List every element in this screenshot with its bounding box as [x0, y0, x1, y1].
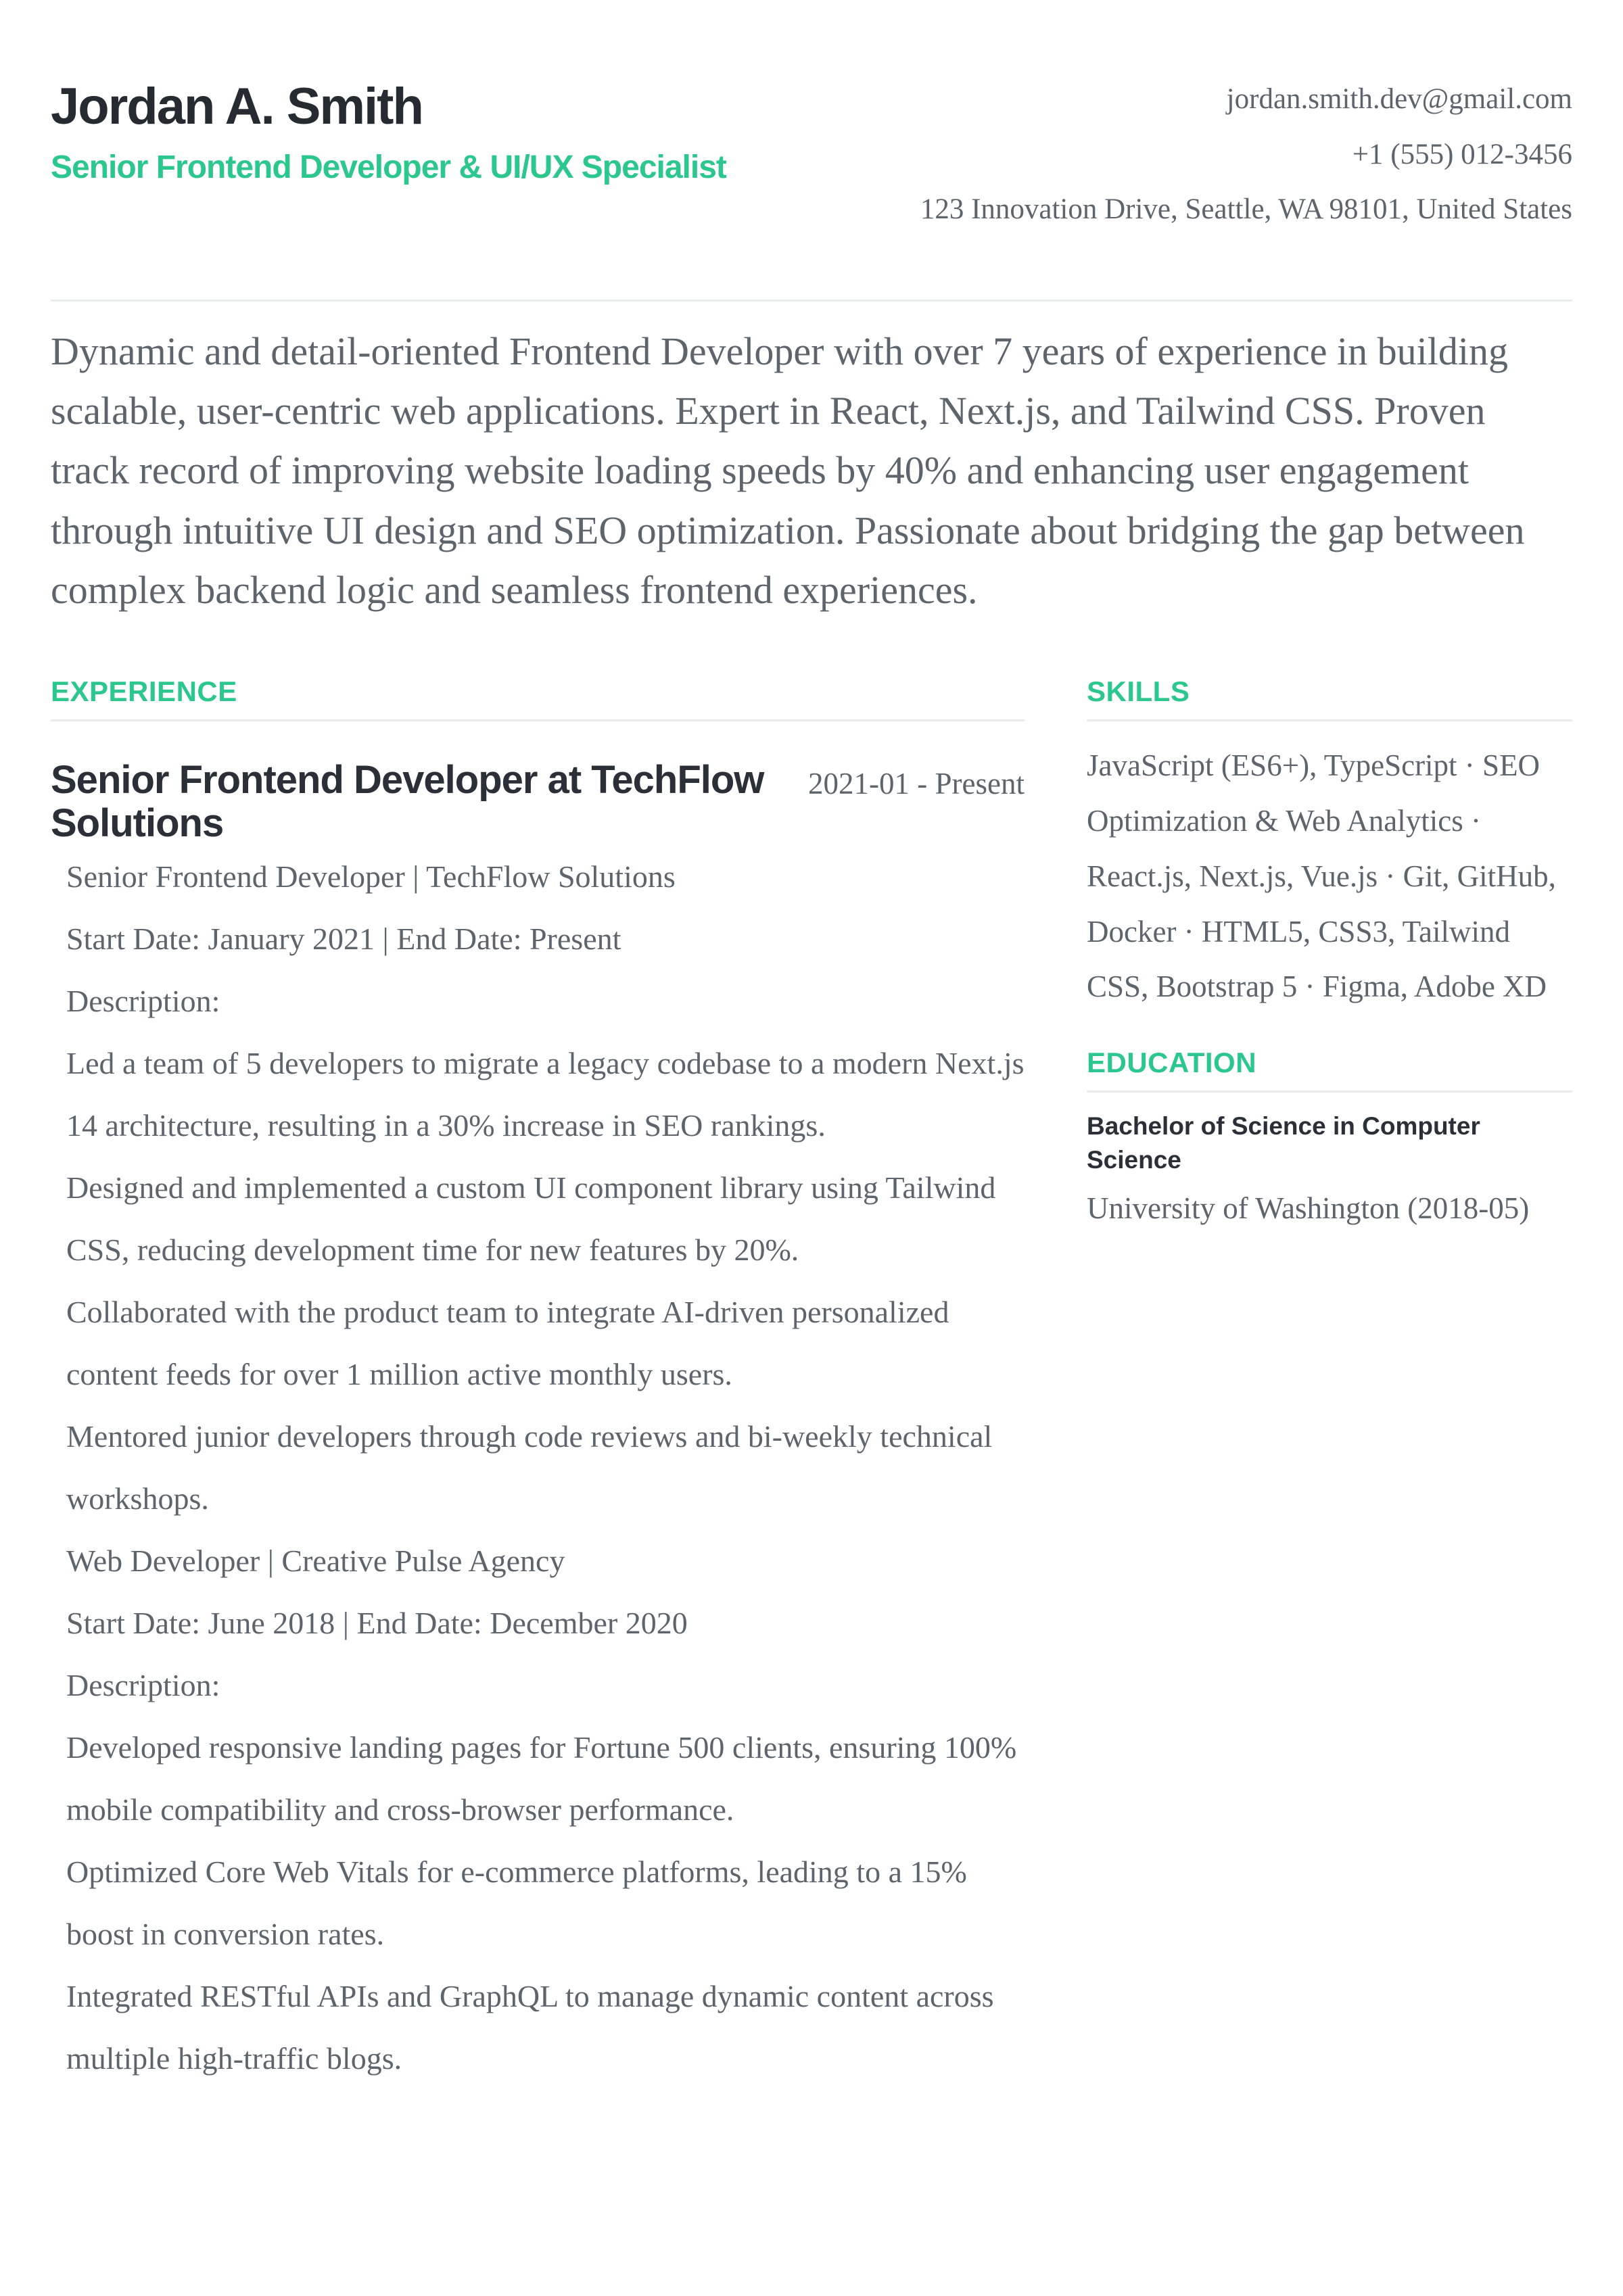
job-title: Senior Frontend Developer at TechFlow Solutions [51, 757, 764, 845]
job-detail-paragraph: Designed and implemented a custom UI component library using Tailwind CSS, reducing development time for new features by 20%. [66, 1170, 996, 1268]
column-gutter [1025, 677, 1087, 2090]
education-section [1087, 1049, 1572, 1234]
contact-address: 123 Innovation Drive, Seattle, WA 98101, United States [920, 193, 1572, 226]
job-detail-paragraph: Mentored junior developers through code reviews and bi-weekly technical workshops. [66, 1419, 993, 1516]
job-detail-paragraph: Start Date: June 2018 | End Date: December 2020 [66, 1606, 688, 1641]
skills-list: JavaScript (ES6+), TypeScript · SEO Optimization & Web Analytics · React.js, Next.js, Vue.js · Git, GitHub, Docker · HTML5, CSS3, Tailwind CSS, Bootstrap 5 · Figma, Adobe XD [1087, 748, 1556, 1004]
experience-section-header: EXPERIENCE [51, 677, 1025, 721]
job-title-row [51, 759, 1025, 845]
contact-block [920, 72, 1572, 237]
job-detail-paragraph: Developed responsive landing pages for Fortune 500 clients, ensuring 100% mobile compatibility and cross-browser performance. [66, 1730, 1017, 1827]
experience-column [51, 677, 1025, 2090]
job-detail-paragraph: Web Developer | Creative Pulse Agency [66, 1544, 565, 1579]
sidebar-column [1087, 677, 1572, 2090]
job-details [51, 846, 1025, 2090]
content-columns [51, 677, 1572, 2090]
job-detail-paragraph: Start Date: January 2021 | End Date: Present [66, 922, 621, 957]
person-job-title: Senior Frontend Developer & UI/UX Specialist [51, 149, 726, 185]
education-school: University of Washington (2018-05) [1087, 1191, 1530, 1226]
job-date-range: 2021-01 - Present [808, 766, 1025, 800]
job-detail-paragraph: Optimized Core Web Vitals for e-commerce platforms, leading to a 15% boost in conversion rates. [66, 1855, 967, 1952]
job-detail-paragraph: Description: [66, 1668, 220, 1703]
skills-section-header: SKILLS [1087, 677, 1572, 721]
job-detail-paragraph: Led a team of 5 developers to migrate a legacy codebase to a modern Next.js 14 architecture, resulting in a 30% increase in SEO rankings. [66, 1046, 1025, 1143]
job-detail-paragraph: Description: [66, 984, 220, 1019]
resume-header [51, 68, 1572, 237]
header-identity [51, 68, 726, 186]
job-detail-paragraph: Senior Frontend Developer | TechFlow Solutions [66, 859, 676, 894]
contact-email: jordan.smith.dev@gmail.com [1226, 83, 1572, 115]
header-divider [51, 300, 1572, 302]
job-detail-paragraph: Collaborated with the product team to integrate AI-driven personalized content feeds for over 1 million active monthly users. [66, 1295, 949, 1392]
education-degree: Bachelor of Science in Computer Science [1087, 1112, 1480, 1174]
person-name: Jordan A. Smith [51, 78, 423, 135]
summary-paragraph: Dynamic and detail-oriented Frontend Developer with over 7 years of experience in building scalable, user-centric web applications. Expert in React, Next.js, and Tailwind CSS. Proven track record of improving website loading speeds by 40% and enhancing user engagement through intuitive UI design and SEO optimization. Passionate about bridging the gap between complex backend logic and seamless frontend experiences. [51, 329, 1525, 612]
education-section-header: EDUCATION [1087, 1049, 1572, 1093]
contact-phone: +1 (555) 012-3456 [1352, 138, 1572, 170]
job-detail-paragraph: Integrated RESTful APIs and GraphQL to manage dynamic content across multiple high-traffic blogs. [66, 1979, 994, 2076]
